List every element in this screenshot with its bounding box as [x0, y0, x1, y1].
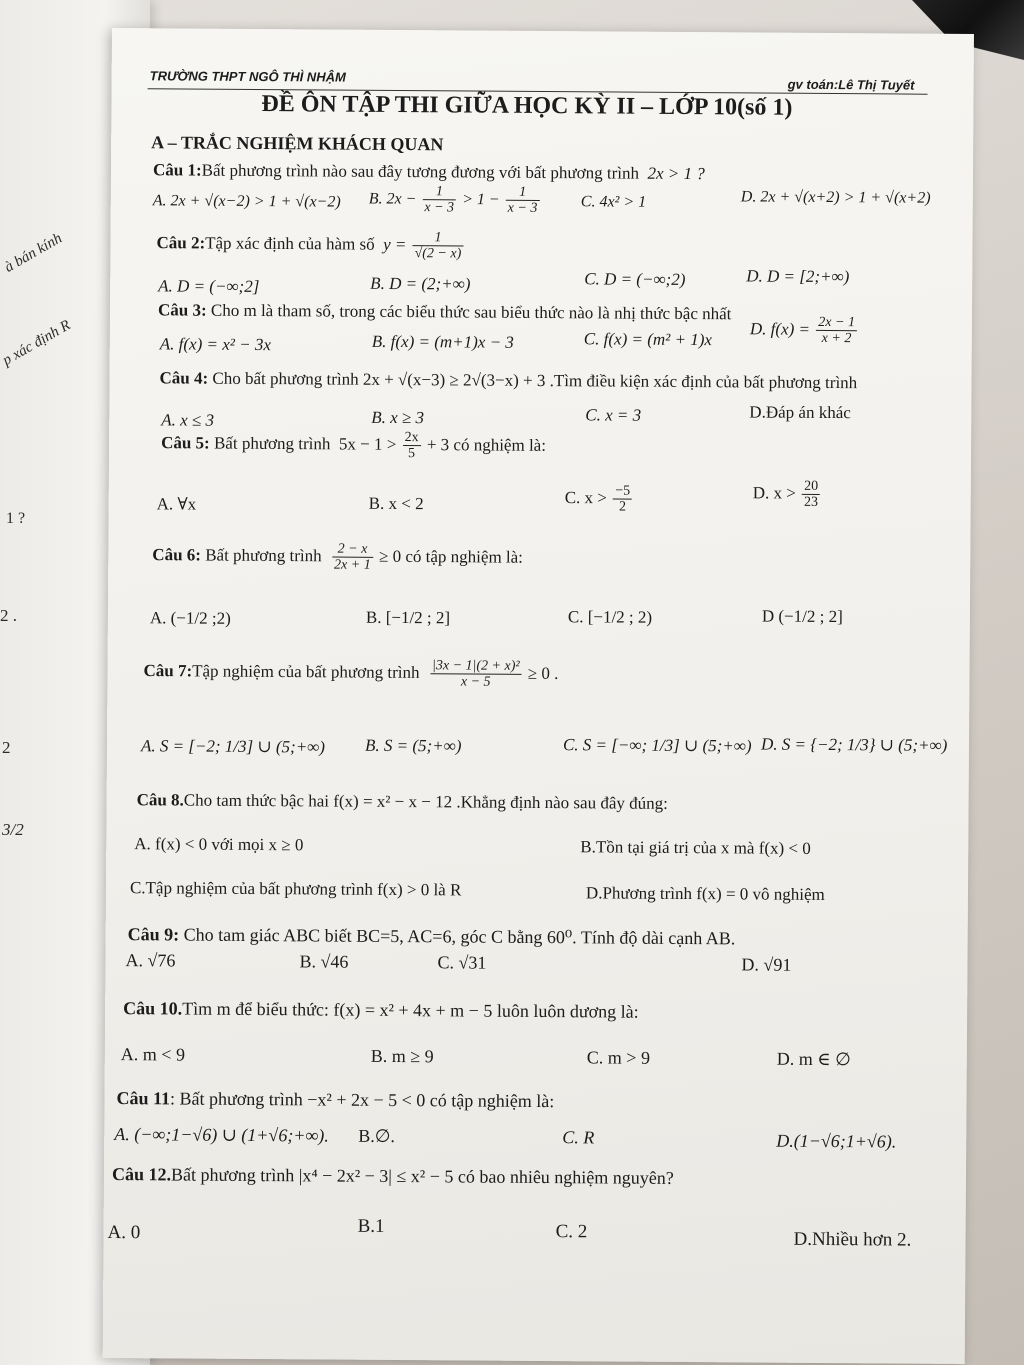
q4-option-c: C. x = 3 [585, 405, 642, 425]
q10-option-d: D. m ∈ ∅ [776, 1048, 851, 1070]
q10-option-c: C. m > 9 [586, 1047, 651, 1068]
q4-option-d: D.Đáp án khác [749, 402, 851, 423]
q12-option-a: A. 0 [107, 1221, 141, 1244]
q2-option-d: D. D = [2;+∞) [746, 266, 850, 287]
question-8: Câu 8.Cho tam thức bậc hai f(x) = x² − x − 12 .Khẳng định nào sau đây đúng: [136, 790, 668, 813]
question-1-label: Câu 1: [152, 160, 202, 180]
q12-option-d: D.Nhiều hơn 2. [793, 1228, 912, 1251]
q5-option-a: A. ∀x [156, 494, 197, 514]
q7-option-b: B. S = (5;+∞) [364, 735, 462, 756]
question-9: Câu 9: Cho tam giác ABC biết BC=5, AC=6, góc C bằng 60⁰. Tính độ dài cạnh AB. [127, 924, 736, 949]
question-6: Câu 6: Bất phương trình $\frac{2 - x}{2x + 1}$ ≥ 0 có tập nghiệm là: [152, 541, 524, 574]
q8-option-b: B.Tồn tại giá trị của x mà f(x) < 0 [580, 837, 811, 858]
school-name: TRƯỜNG THPT NGÔ THÌ NHẬM [149, 68, 346, 85]
q7-option-c: C. S = [−∞; 1/3] ∪ (5;+∞) [562, 735, 752, 756]
q9-option-c: C. √31 [437, 952, 487, 973]
left-fragment-4: 2 . [0, 606, 17, 625]
q11-option-c: C. R [562, 1127, 595, 1148]
q1-option-a: A. 2x + √(x−2) > 1 + √(x−2) [152, 192, 341, 211]
q12-option-b: B.1 [357, 1215, 385, 1237]
q8-option-d: D.Phương trình f(x) = 0 vô nghiệm [585, 883, 825, 904]
left-fragment-1: à bán kính [2, 230, 65, 276]
left-fragment-2: p xác định R [0, 317, 74, 369]
question-2: Câu 2:Tập xác định của hàm số y = $\frac{1}{√(2 - x)}$ [156, 228, 465, 262]
left-fragment-5: 2 [2, 738, 11, 757]
question-4: Câu 4: Cho bất phương trình 2x + √(x−3) ≥ 2√(3−x) + 3 .Tìm điều kiện xác định của bất phương trình [159, 368, 858, 393]
q3-option-d: D. f(x) = $\frac{2x - 1}{x + 2}$ [749, 314, 856, 347]
q11-option-d: D.(1−√6;1+√6). [776, 1130, 897, 1152]
q6-option-b: B. [−1/2 ; 2] [365, 607, 451, 628]
q11-option-a: A. (−∞;1−√6) ∪ (1+√6;+∞). [114, 1124, 329, 1146]
question-5: Câu 5: Bất phương trình 5x − 1 > $\frac{2x}{5}$ + 3 có nghiệm là: [161, 430, 547, 462]
q6-option-a: A. (−1/2 ;2) [149, 608, 231, 628]
q1-option-d: D. 2x + √(x+2) > 1 + √(x+2) [740, 188, 931, 207]
q6-option-d: D (−1/2 ; 2] [761, 606, 843, 627]
question-1 [153, 160, 705, 184]
q1-option-c: C. 4x² > 1 [580, 193, 647, 211]
q8-option-a: A. f(x) < 0 với mọi x ≥ 0 [134, 834, 304, 855]
q3-option-a: A. f(x) = x² − 3x [159, 334, 271, 355]
left-fragment-3: 1 ? [6, 510, 26, 527]
q9-option-b: B. √46 [299, 951, 349, 972]
q6-option-c: C. [−1/2 ; 2) [567, 607, 653, 627]
q2-option-c: C. D = (−∞;2) [584, 269, 686, 290]
q3-option-b: B. f(x) = (m+1)x − 3 [371, 331, 514, 352]
q3-option-c: C. f(x) = (m² + 1)x [583, 329, 713, 350]
q2-option-a: A. D = (−∞;2] [158, 276, 260, 297]
q5-option-d: D. x > $\frac{20}{23}$ [752, 478, 819, 511]
question-1-expr: 2x > 1 ? [647, 163, 705, 184]
question-10: Câu 10.Tìm m để biểu thức: f(x) = x² + 4x + m − 5 luôn luôn dương là: [123, 998, 639, 1022]
q10-option-b: B. m ≥ 9 [370, 1045, 434, 1067]
question-1-text: Bất phương trình nào sau đây tương đương với bất phương trình [201, 160, 640, 183]
question-12: Câu 12.Bất phương trình |x⁴ − 2x² − 3| ≤ x² − 5 có bao nhiêu nghiệm nguyên? [111, 1164, 674, 1188]
question-7: Câu 7:Tập nghiệm của bất phương trình $\frac{\text{|3x − 1|(2 + x)²}}{x - 5}$ ≥ 0 . [143, 658, 559, 691]
question-11: Câu 11: Bất phương trình −x² + 2x − 5 < 0 có tập nghiệm là: [116, 1088, 555, 1112]
question-3: Câu 3: Cho m là tham số, trong các biểu thức sau biểu thức nào là nhị thức bậc nhất [157, 300, 732, 324]
exam-paper [103, 28, 974, 1364]
q9-option-d: D. √91 [741, 954, 792, 975]
q8-option-c: C.Tập nghiệm của bất phương trình f(x) > 0 là R [129, 878, 462, 900]
q4-option-a: A. x ≤ 3 [161, 410, 215, 430]
q2-option-b: B. D = (2;+∞) [370, 273, 471, 294]
q9-option-a: A. √76 [125, 950, 176, 971]
teacher-name: gv toán:Lê Thị Tuyết [787, 76, 915, 93]
q7-option-a: A. S = [−2; 1/3] ∪ (5;+∞) [140, 736, 326, 757]
left-fragment-6: 3/2 [2, 820, 24, 839]
exam-title: ĐỀ ÔN TẬP THI GIỮA HỌC KỲ II – LỚP 10(số 1) [261, 91, 793, 121]
q11-option-b: B.∅. [358, 1125, 396, 1147]
q1-option-b: B. 2x − $\frac{1}{x - 3}$ > 1 − $\frac{1}{x - 3}$ [369, 184, 542, 217]
q10-option-a: A. m < 9 [120, 1044, 186, 1065]
q12-option-c: C. 2 [555, 1221, 588, 1243]
q5-option-b: B. x < 2 [368, 493, 424, 514]
q7-option-d: D. S = {−2; 1/3} ∪ (5;+∞) [760, 734, 948, 755]
q4-option-b: B. x ≥ 3 [371, 407, 425, 428]
section-heading: A – TRẮC NGHIỆM KHÁCH QUAN [151, 132, 444, 155]
q5-option-c: C. x > $\frac{-5}{2}$ [564, 483, 631, 515]
